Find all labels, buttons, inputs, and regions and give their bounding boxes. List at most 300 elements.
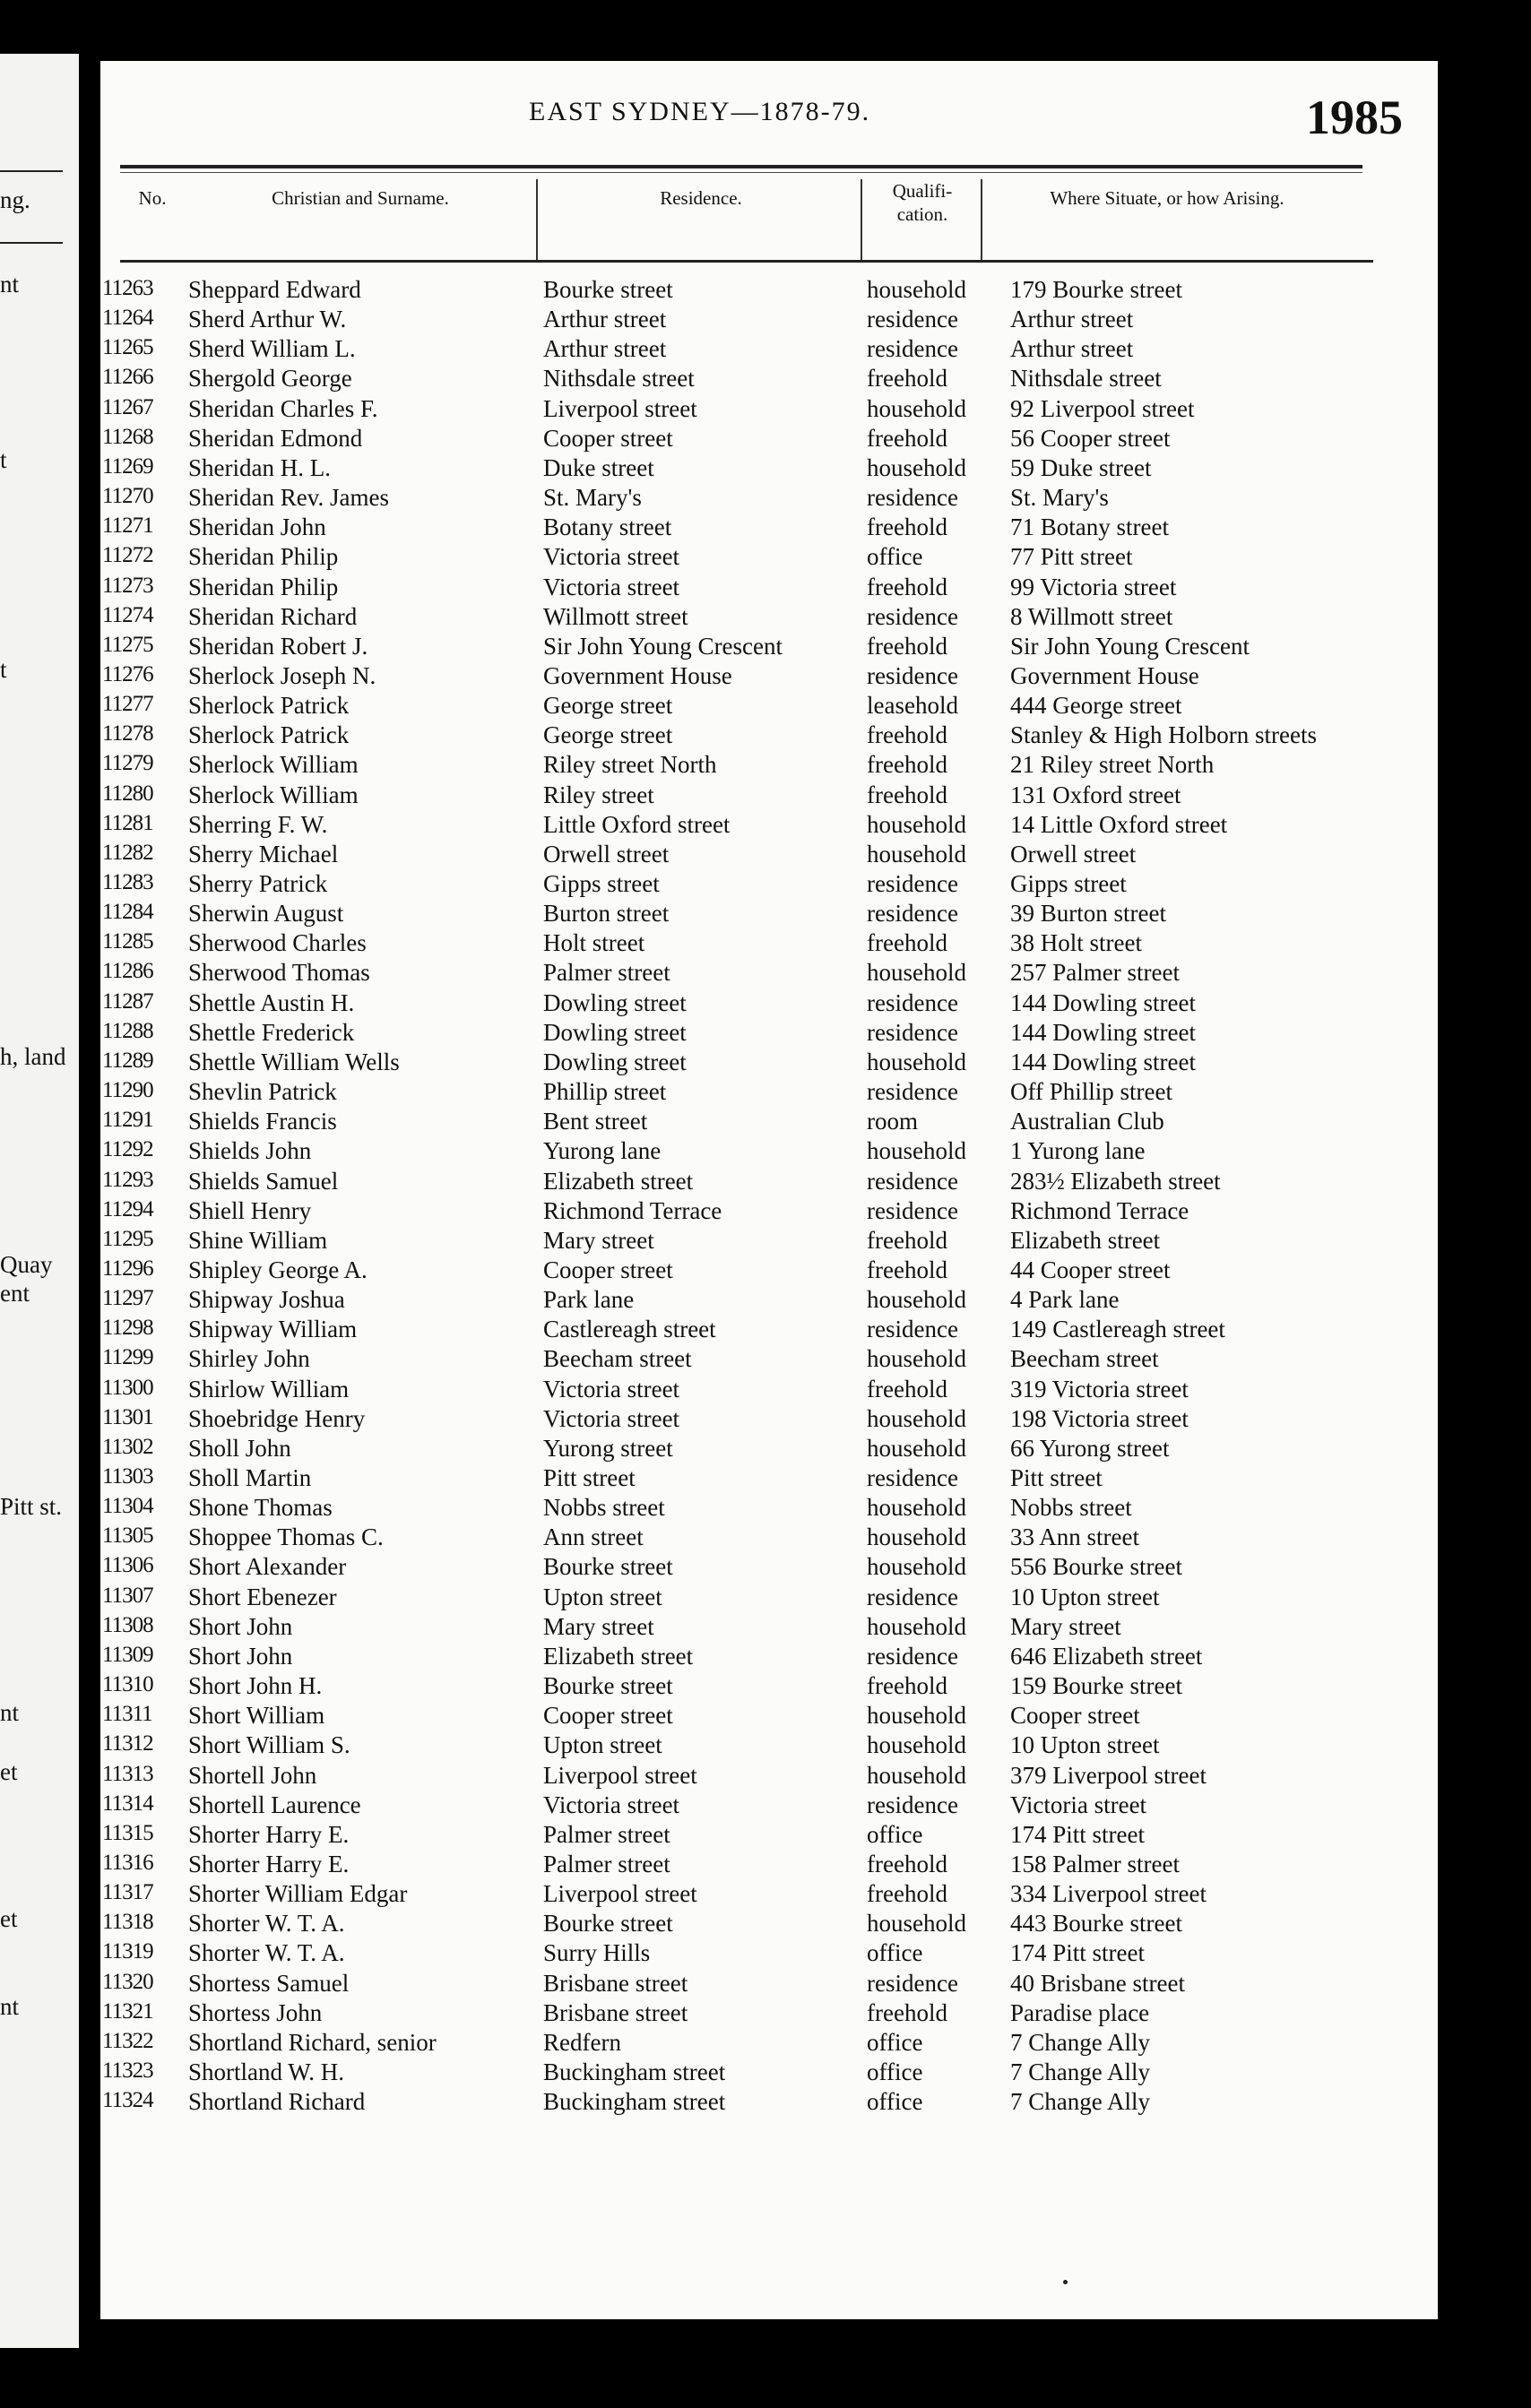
entry-name: Sherlock Patrick bbox=[188, 692, 350, 720]
entry-residence: Upton street bbox=[543, 1731, 662, 1759]
column-divider bbox=[861, 179, 862, 260]
entry-number: 11297 bbox=[102, 1286, 153, 1311]
entry-qualification: household bbox=[867, 1404, 966, 1432]
left-page-fragment: h, land bbox=[0, 1043, 66, 1070]
entry-where-situate: 257 Palmer street bbox=[1010, 959, 1180, 987]
entry-number: 11291 bbox=[102, 1108, 153, 1133]
entry-where-situate: St. Mary's bbox=[1010, 484, 1109, 512]
entry-name: Short William S. bbox=[188, 1731, 350, 1759]
entry-where-situate: 39 Burton street bbox=[1010, 900, 1166, 928]
entry-residence: Victoria street bbox=[543, 573, 680, 600]
entry-where-situate: Gipps street bbox=[1010, 870, 1127, 897]
entry-qualification: freehold bbox=[867, 1375, 947, 1403]
entry-name: Shorter Harry E. bbox=[188, 1820, 350, 1848]
entry-name: Shorter W. T. A. bbox=[188, 1939, 345, 1967]
entry-name: Short John bbox=[188, 1612, 293, 1640]
entry-number: 11273 bbox=[102, 573, 153, 598]
entry-where-situate: 149 Castlereagh street bbox=[1010, 1316, 1225, 1343]
entry-number: 11307 bbox=[102, 1583, 153, 1608]
column-divider bbox=[536, 179, 538, 260]
entry-residence: St. Mary's bbox=[543, 484, 642, 512]
entry-number: 11324 bbox=[102, 2088, 153, 2113]
entry-qualification: residence bbox=[867, 1196, 958, 1224]
entry-qualification: household bbox=[867, 1523, 966, 1551]
entry-name: Sherwood Charles bbox=[188, 929, 367, 957]
entry-name: Sheridan Charles F. bbox=[188, 394, 378, 422]
entry-where-situate: 33 Ann street bbox=[1010, 1523, 1139, 1551]
entry-number: 11303 bbox=[102, 1464, 153, 1489]
left-page-fragment: et bbox=[0, 1905, 18, 1932]
entry-name: Shettle William Wells bbox=[188, 1048, 400, 1075]
header-rule bbox=[120, 165, 1362, 168]
entry-number: 11282 bbox=[102, 840, 153, 865]
entry-qualification: household bbox=[867, 453, 966, 481]
entry-number: 11286 bbox=[102, 959, 153, 984]
entry-number: 11265 bbox=[102, 335, 153, 360]
entry-qualification: freehold bbox=[867, 514, 947, 541]
left-page-fragment: Pitt st. bbox=[0, 1493, 63, 1520]
entry-qualification: household bbox=[867, 1731, 966, 1759]
entry-qualification: residence bbox=[867, 900, 958, 928]
entry-number: 11296 bbox=[102, 1256, 153, 1281]
entry-where-situate: 131 Oxford street bbox=[1010, 781, 1181, 808]
entry-qualification: residence bbox=[867, 1018, 958, 1046]
entry-qualification: residence bbox=[867, 1167, 958, 1195]
entry-number: 11293 bbox=[102, 1167, 153, 1192]
entry-number: 11321 bbox=[102, 1998, 153, 2024]
entry-name: Shortell Laurence bbox=[188, 1791, 361, 1818]
entry-name: Sheppard Edward bbox=[188, 276, 361, 303]
entry-residence: Willmott street bbox=[543, 602, 688, 630]
entry-qualification: household bbox=[867, 1612, 966, 1640]
entry-name: Short William bbox=[188, 1702, 325, 1730]
entry-residence: Mary street bbox=[543, 1612, 654, 1640]
entry-residence: Bourke street bbox=[543, 1672, 673, 1700]
entry-residence: Richmond Terrace bbox=[543, 1196, 722, 1224]
entry-qualification: household bbox=[867, 1137, 966, 1165]
entry-where-situate: 99 Victoria street bbox=[1010, 573, 1177, 600]
entry-name: Shirlow William bbox=[188, 1375, 350, 1403]
entry-where-situate: 10 Upton street bbox=[1010, 1583, 1160, 1610]
entry-number: 11312 bbox=[102, 1731, 153, 1756]
entry-qualification: office bbox=[867, 2088, 923, 2116]
entry-residence: Redfern bbox=[543, 2028, 621, 2056]
entry-residence: Gipps street bbox=[543, 870, 660, 897]
entry-where-situate: 8 Willmott street bbox=[1010, 602, 1173, 630]
entry-residence: George street bbox=[543, 692, 673, 720]
entry-qualification: residence bbox=[867, 870, 958, 897]
entry-residence: Government House bbox=[543, 661, 732, 689]
entry-residence: Victoria street bbox=[543, 1375, 680, 1403]
entry-qualification: household bbox=[867, 810, 966, 838]
entry-where-situate: Paradise place bbox=[1010, 1998, 1150, 2026]
entry-qualification: leasehold bbox=[867, 692, 958, 720]
entry-where-situate: 319 Victoria street bbox=[1010, 1375, 1189, 1403]
header-bottom-rule bbox=[120, 260, 1373, 263]
entry-residence: Riley street North bbox=[543, 751, 717, 779]
entry-qualification: office bbox=[867, 1939, 923, 1967]
page-number: 1985 bbox=[1306, 91, 1403, 144]
entry-number: 11322 bbox=[102, 2028, 153, 2053]
entry-number: 11302 bbox=[102, 1434, 153, 1459]
entry-where-situate: Sir John Young Crescent bbox=[1010, 632, 1250, 660]
entry-where-situate: 21 Riley street North bbox=[1010, 751, 1215, 779]
entry-where-situate: 38 Holt street bbox=[1010, 929, 1142, 957]
entry-where-situate: 179 Bourke street bbox=[1010, 276, 1182, 303]
entry-where-situate: 556 Bourke street bbox=[1010, 1553, 1182, 1581]
left-page-fragment: nt bbox=[0, 1699, 20, 1726]
entry-residence: Victoria street bbox=[543, 1404, 680, 1432]
entry-residence: Buckingham street bbox=[543, 2058, 726, 2085]
entry-number: 11323 bbox=[102, 2058, 153, 2083]
entry-number: 11281 bbox=[102, 810, 153, 835]
entry-qualification: office bbox=[867, 543, 923, 571]
entry-where-situate: 7 Change Ally bbox=[1010, 2088, 1150, 2116]
entry-where-situate: Elizabeth street bbox=[1010, 1226, 1161, 1254]
entry-residence: Liverpool street bbox=[543, 1880, 697, 1908]
entry-number: 11305 bbox=[102, 1523, 153, 1549]
entry-name: Sherry Patrick bbox=[188, 870, 328, 897]
entry-where-situate: 174 Pitt street bbox=[1010, 1939, 1145, 1967]
entry-where-situate: 10 Upton street bbox=[1010, 1731, 1160, 1759]
entry-qualification: residence bbox=[867, 1464, 958, 1491]
entry-number: 11313 bbox=[102, 1761, 153, 1786]
entry-qualification: household bbox=[867, 1761, 966, 1789]
entry-number: 11274 bbox=[102, 602, 153, 627]
entry-name: Sheridan Richard bbox=[188, 602, 358, 630]
entry-name: Shettle Austin H. bbox=[188, 988, 355, 1016]
entry-residence: Little Oxford street bbox=[543, 810, 731, 838]
entry-name: Short John bbox=[188, 1642, 293, 1670]
column-header-where: Where Situate, or how Arising. bbox=[1050, 187, 1284, 209]
entry-where-situate: 77 Pitt street bbox=[1010, 543, 1133, 571]
entry-number: 11272 bbox=[102, 543, 153, 568]
entry-qualification: residence bbox=[867, 484, 958, 512]
entry-name: Sherlock Patrick bbox=[188, 721, 350, 749]
entry-qualification: residence bbox=[867, 1642, 958, 1670]
left-page-rule bbox=[0, 242, 63, 244]
entry-residence: Elizabeth street bbox=[543, 1642, 694, 1670]
entry-qualification: freehold bbox=[867, 573, 947, 600]
entry-qualification: household bbox=[867, 840, 966, 867]
entry-residence: Botany street bbox=[543, 514, 672, 541]
entry-where-situate: Australian Club bbox=[1010, 1108, 1164, 1135]
entry-number: 11308 bbox=[102, 1612, 153, 1637]
entry-where-situate: 44 Cooper street bbox=[1010, 1256, 1171, 1283]
entry-where-situate: Richmond Terrace bbox=[1010, 1196, 1189, 1224]
column-header-name: Christian and Surname. bbox=[272, 187, 449, 209]
entry-residence: Palmer street bbox=[543, 959, 670, 987]
entry-name: Shergold George bbox=[188, 365, 352, 393]
entry-qualification: household bbox=[867, 1434, 966, 1462]
entry-where-situate: 443 Bourke street bbox=[1010, 1910, 1182, 1938]
entry-name: Sherwood Thomas bbox=[188, 959, 370, 987]
entry-number: 11269 bbox=[102, 453, 153, 479]
entry-qualification: room bbox=[867, 1108, 918, 1135]
left-page-fragment: nt bbox=[0, 1993, 20, 2020]
entry-number: 11287 bbox=[102, 988, 153, 1014]
entry-residence: Upton street bbox=[543, 1583, 662, 1610]
header-rule-thin bbox=[120, 172, 1362, 173]
entry-where-situate: Victoria street bbox=[1010, 1791, 1147, 1818]
entry-residence: Bourke street bbox=[543, 276, 673, 303]
entry-qualification: office bbox=[867, 2058, 923, 2085]
entry-qualification: freehold bbox=[867, 1880, 947, 1908]
entry-number: 11304 bbox=[102, 1494, 153, 1519]
entry-name: Sherd William L. bbox=[188, 335, 356, 363]
entry-residence: Bourke street bbox=[543, 1910, 673, 1938]
entry-number: 11271 bbox=[102, 514, 153, 539]
entry-residence: Liverpool street bbox=[543, 1761, 697, 1789]
entry-residence: Holt street bbox=[543, 929, 645, 957]
entry-qualification: household bbox=[867, 1702, 966, 1730]
entry-residence: Buckingham street bbox=[543, 2088, 726, 2116]
entry-name: Sherlock Joseph N. bbox=[188, 661, 376, 689]
entry-name: Shortell John bbox=[188, 1761, 317, 1789]
entry-where-situate: Beecham street bbox=[1010, 1345, 1159, 1373]
entry-where-situate: 14 Little Oxford street bbox=[1010, 810, 1228, 838]
entry-residence: Riley street bbox=[543, 781, 654, 808]
entry-name: Shevlin Patrick bbox=[188, 1078, 337, 1106]
entry-name: Short Alexander bbox=[188, 1553, 347, 1581]
entry-number: 11290 bbox=[102, 1078, 153, 1103]
entry-name: Sherwin August bbox=[188, 900, 344, 928]
entry-where-situate: 144 Dowling street bbox=[1010, 988, 1196, 1016]
entry-name: Shortess Samuel bbox=[188, 1969, 350, 1997]
entry-where-situate: Mary street bbox=[1010, 1612, 1121, 1640]
entry-qualification: office bbox=[867, 1820, 923, 1848]
entry-residence: Yurong street bbox=[543, 1434, 673, 1462]
entry-where-situate: 159 Bourke street bbox=[1010, 1672, 1182, 1700]
entry-qualification: freehold bbox=[867, 929, 947, 957]
entry-number: 11263 bbox=[102, 276, 153, 300]
entry-where-situate: Nithsdale street bbox=[1010, 365, 1162, 393]
entry-where-situate: 379 Liverpool street bbox=[1010, 1761, 1207, 1789]
register-page bbox=[100, 61, 1438, 2319]
entry-residence: Dowling street bbox=[543, 1048, 687, 1075]
entry-where-situate: 198 Victoria street bbox=[1010, 1404, 1189, 1432]
entry-residence: Yurong lane bbox=[543, 1137, 662, 1165]
entry-name: Sheridan John bbox=[188, 514, 326, 541]
entry-number: 11280 bbox=[102, 781, 153, 806]
entry-where-situate: 7 Change Ally bbox=[1010, 2028, 1150, 2056]
entry-residence: Palmer street bbox=[543, 1820, 670, 1848]
entry-residence: Sir John Young Crescent bbox=[543, 632, 783, 660]
entry-where-situate: 174 Pitt street bbox=[1010, 1820, 1145, 1848]
entry-qualification: household bbox=[867, 1910, 966, 1938]
page-title: EAST SYDNEY—1878-79. bbox=[529, 97, 871, 126]
entry-name: Shields Francis bbox=[188, 1108, 337, 1135]
entry-name: Sheridan H. L. bbox=[188, 453, 331, 481]
entry-qualification: household bbox=[867, 276, 966, 303]
entry-where-situate: 444 George street bbox=[1010, 692, 1182, 720]
entry-number: 11317 bbox=[102, 1880, 153, 1905]
entry-name: Sholl John bbox=[188, 1434, 291, 1462]
entry-qualification: residence bbox=[867, 1583, 958, 1610]
entry-residence: Victoria street bbox=[543, 543, 680, 571]
entry-name: Shorter Harry E. bbox=[188, 1850, 350, 1877]
entry-number: 11298 bbox=[102, 1316, 153, 1341]
entry-residence: Nobbs street bbox=[543, 1494, 665, 1522]
entry-qualification: household bbox=[867, 1048, 966, 1075]
entry-name: Sherring F. W. bbox=[188, 810, 328, 838]
entry-name: Short John H. bbox=[188, 1672, 323, 1700]
entry-number: 11319 bbox=[102, 1939, 153, 1964]
ink-speck bbox=[1063, 2280, 1068, 2284]
entry-name: Shortland Richard bbox=[188, 2088, 366, 2116]
entry-residence: Elizabeth street bbox=[543, 1167, 694, 1195]
entry-residence: Victoria street bbox=[543, 1791, 680, 1818]
entry-number: 11316 bbox=[102, 1850, 153, 1875]
entry-number: 11292 bbox=[102, 1137, 153, 1162]
entry-name: Shiell Henry bbox=[188, 1196, 312, 1224]
entry-residence: Orwell street bbox=[543, 840, 670, 867]
entry-name: Sherlock William bbox=[188, 781, 359, 808]
entry-name: Shone Thomas bbox=[188, 1494, 333, 1522]
entry-qualification: freehold bbox=[867, 751, 947, 779]
entry-name: Shipley George A. bbox=[188, 1256, 368, 1283]
entry-residence: Brisbane street bbox=[543, 1969, 688, 1997]
entry-qualification: residence bbox=[867, 1316, 958, 1343]
entry-number: 11266 bbox=[102, 365, 153, 390]
entry-where-situate: 646 Elizabeth street bbox=[1010, 1642, 1203, 1670]
entry-where-situate: 1 Yurong lane bbox=[1010, 1137, 1146, 1165]
entry-where-situate: Off Phillip street bbox=[1010, 1078, 1172, 1106]
entry-qualification: residence bbox=[867, 988, 958, 1016]
entry-qualification: freehold bbox=[867, 632, 947, 660]
entry-qualification: residence bbox=[867, 1969, 958, 1997]
entry-name: Shields John bbox=[188, 1137, 312, 1165]
entry-residence: Duke street bbox=[543, 453, 654, 481]
entry-qualification: freehold bbox=[867, 1226, 947, 1254]
entry-number: 11318 bbox=[102, 1910, 153, 1935]
entry-name: Sholl Martin bbox=[188, 1464, 312, 1491]
entry-where-situate: 66 Yurong street bbox=[1010, 1434, 1170, 1462]
entry-where-situate: Government House bbox=[1010, 661, 1199, 689]
entry-name: Shortland W. H. bbox=[188, 2058, 345, 2085]
entry-residence: Palmer street bbox=[543, 1850, 670, 1877]
column-header-residence: Residence. bbox=[660, 187, 742, 209]
entry-number: 11299 bbox=[102, 1345, 153, 1370]
column-header-no: No. bbox=[138, 187, 167, 209]
entry-qualification: household bbox=[867, 1494, 966, 1522]
entry-number: 11283 bbox=[102, 870, 153, 894]
entry-name: Shirley John bbox=[188, 1345, 310, 1373]
entry-number: 11294 bbox=[102, 1196, 153, 1221]
entry-number: 11314 bbox=[102, 1791, 153, 1816]
column-divider bbox=[981, 179, 982, 260]
entry-qualification: freehold bbox=[867, 1998, 947, 2026]
entry-number: 11264 bbox=[102, 306, 153, 331]
entry-name: Sheridan Edmond bbox=[188, 424, 363, 452]
entry-residence: Brisbane street bbox=[543, 1998, 688, 2026]
entry-qualification: residence bbox=[867, 1791, 958, 1818]
entry-residence: Burton street bbox=[543, 900, 670, 928]
entry-where-situate: 59 Duke street bbox=[1010, 453, 1152, 481]
entry-name: Shorter W. T. A. bbox=[188, 1910, 345, 1938]
entry-number: 11315 bbox=[102, 1820, 153, 1845]
entry-number: 11310 bbox=[102, 1672, 153, 1697]
entry-name: Shine William bbox=[188, 1226, 328, 1254]
entry-qualification: residence bbox=[867, 602, 958, 630]
entry-residence: Nithsdale street bbox=[543, 365, 695, 393]
entry-name: Shields Samuel bbox=[188, 1167, 339, 1195]
entry-number: 11320 bbox=[102, 1969, 153, 1994]
entry-qualification: freehold bbox=[867, 781, 947, 808]
entry-number: 11289 bbox=[102, 1048, 153, 1073]
entry-qualification: freehold bbox=[867, 1256, 947, 1283]
entry-where-situate: Cooper street bbox=[1010, 1702, 1140, 1730]
left-page-fragment: ng. bbox=[0, 186, 30, 213]
left-page-fragment: t bbox=[0, 656, 7, 683]
entry-where-situate: 334 Liverpool street bbox=[1010, 1880, 1207, 1908]
entry-residence: Phillip street bbox=[543, 1078, 667, 1106]
entry-residence: Dowling street bbox=[543, 988, 687, 1016]
entry-qualification: residence bbox=[867, 306, 958, 333]
entry-qualification: residence bbox=[867, 661, 958, 689]
entry-name: Sheridan Philip bbox=[188, 573, 339, 600]
entry-name: Sherry Michael bbox=[188, 840, 339, 867]
entry-where-situate: 283½ Elizabeth street bbox=[1010, 1167, 1221, 1195]
entry-qualification: household bbox=[867, 1286, 966, 1314]
entry-qualification: residence bbox=[867, 335, 958, 363]
entry-name: Sheridan Robert J. bbox=[188, 632, 368, 660]
entry-where-situate: 4 Park lane bbox=[1010, 1286, 1120, 1314]
entry-qualification: household bbox=[867, 1553, 966, 1581]
entry-number: 11311 bbox=[102, 1702, 152, 1727]
entry-number: 11278 bbox=[102, 721, 153, 747]
left-page-edge bbox=[0, 54, 79, 2348]
entry-name: Sheridan Rev. James bbox=[188, 484, 389, 512]
entry-qualification: freehold bbox=[867, 721, 947, 749]
entry-qualification: freehold bbox=[867, 424, 947, 452]
entry-where-situate: 158 Palmer street bbox=[1010, 1850, 1180, 1877]
entry-residence: Pitt street bbox=[543, 1464, 636, 1491]
entry-residence: Park lane bbox=[543, 1286, 635, 1314]
entry-where-situate: 56 Cooper street bbox=[1010, 424, 1171, 452]
entry-where-situate: 7 Change Ally bbox=[1010, 2058, 1150, 2085]
entry-residence: Dowling street bbox=[543, 1018, 687, 1046]
entry-residence: Mary street bbox=[543, 1226, 654, 1254]
entry-name: Sherd Arthur W. bbox=[188, 306, 347, 333]
entry-residence: Bourke street bbox=[543, 1553, 673, 1581]
entry-where-situate: 40 Brisbane street bbox=[1010, 1969, 1185, 1997]
entry-residence: Cooper street bbox=[543, 424, 673, 452]
entry-name: Shortland Richard, senior bbox=[188, 2028, 437, 2056]
entry-where-situate: Pitt street bbox=[1010, 1464, 1103, 1491]
entry-number: 11306 bbox=[102, 1553, 153, 1578]
entry-qualification: residence bbox=[867, 1078, 958, 1106]
entry-number: 11268 bbox=[102, 424, 153, 449]
entry-residence: Bent street bbox=[543, 1108, 648, 1135]
left-page-fragment: ent bbox=[0, 1280, 30, 1307]
entry-where-situate: 92 Liverpool street bbox=[1010, 394, 1195, 422]
left-page-fragment: et bbox=[0, 1758, 18, 1785]
entry-residence: Liverpool street bbox=[543, 394, 697, 422]
entry-residence: Castlereagh street bbox=[543, 1316, 716, 1343]
entry-name: Shipway Joshua bbox=[188, 1286, 345, 1314]
entry-where-situate: 144 Dowling street bbox=[1010, 1048, 1196, 1075]
entry-where-situate: Nobbs street bbox=[1010, 1494, 1132, 1522]
entry-name: Shorter William Edgar bbox=[188, 1880, 408, 1908]
entry-where-situate: Arthur street bbox=[1010, 335, 1134, 363]
entry-number: 11288 bbox=[102, 1018, 153, 1043]
entry-qualification: household bbox=[867, 394, 966, 422]
entry-qualification: household bbox=[867, 1345, 966, 1373]
entry-where-situate: Arthur street bbox=[1010, 306, 1134, 333]
entry-number: 11275 bbox=[102, 632, 153, 657]
entry-number: 11301 bbox=[102, 1404, 153, 1429]
